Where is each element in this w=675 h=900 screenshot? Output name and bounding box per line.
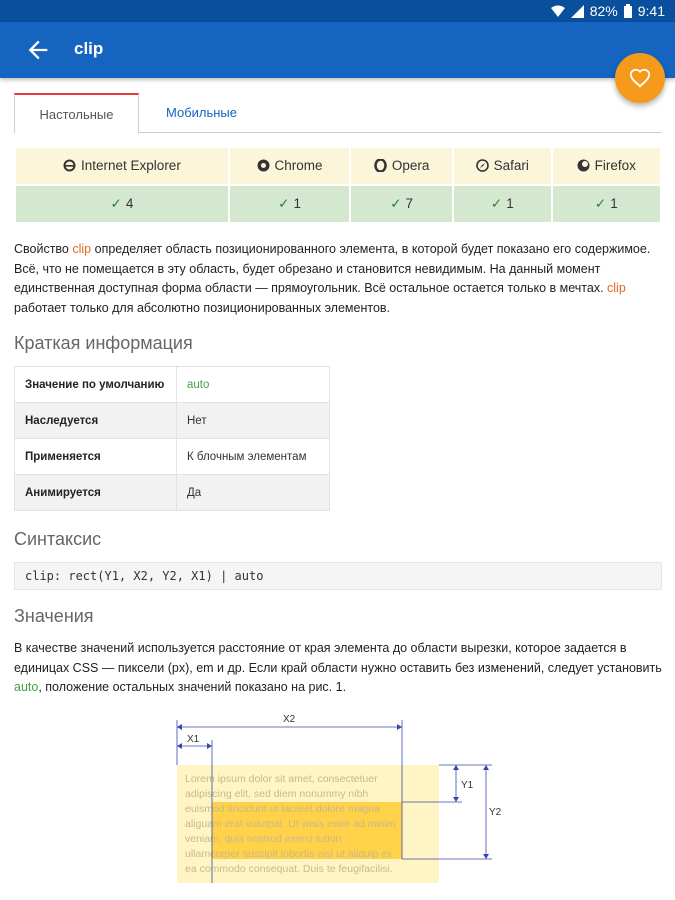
browser-cell (552, 147, 661, 185)
x1-label: X1 (187, 734, 200, 745)
summary-value: Нет (177, 403, 330, 439)
safari-icon (476, 159, 489, 172)
browser-support-table (14, 146, 662, 224)
tab-desktop[interactable]: Настольные (14, 93, 139, 134)
check-icon: ✓ (110, 196, 122, 211)
wifi-icon (551, 5, 565, 18)
summary-value: К блочным элементам (177, 439, 330, 475)
syntax-code-block: clip: rect(Y1, X2, Y2, X1) | auto (14, 562, 662, 590)
browser-name: Internet Explorer (81, 157, 181, 173)
lorem-line: ullamcorper suscipit lobortis nisl ut aliquip ex (185, 848, 393, 860)
lorem-line: veniam, quis nostrud exerci tution (185, 833, 342, 845)
clock: 9:41 (637, 3, 665, 19)
intro-paragraph (14, 240, 662, 318)
status-bar (0, 0, 675, 22)
arrowhead (177, 743, 182, 749)
page-title: clip (74, 39, 104, 58)
opera-icon (374, 159, 387, 172)
platform-tabs (14, 93, 662, 133)
summary-table (14, 366, 330, 511)
version-cell (552, 185, 661, 223)
heart-icon (629, 67, 651, 89)
summary-heading: Краткая информация (14, 333, 193, 353)
arrowhead (453, 797, 459, 802)
version-value: 1 (610, 196, 618, 211)
summary-key: Применяется (15, 439, 177, 475)
lorem-line: euismod tincidunt ut lacreet dolore magna (185, 803, 380, 815)
version-cell (15, 185, 229, 223)
auto-keyword[interactable]: auto (14, 680, 39, 694)
arrowhead (177, 724, 182, 730)
intro-text: работает только для абсолютно позиционированных элементов. (14, 300, 391, 315)
clip-keyword[interactable]: clip (72, 242, 92, 256)
arrowhead (483, 765, 489, 770)
app-bar (0, 22, 675, 78)
y2-label: Y2 (489, 807, 502, 818)
values-paragraph (14, 639, 662, 698)
clip-keyword[interactable]: clip (607, 281, 626, 295)
signal-icon (571, 5, 584, 18)
syntax-heading: Синтаксис (14, 529, 102, 549)
browser-cell (229, 147, 350, 185)
intro-text: определяет область позиционированного элемента, в которой будет показано его содержимое. Всё, что не помещается в эту область, будет обрезано и становится невидимым. На данный момент единственная доступная форма области — прямоугольник. Всё остальное остается только в мечтах. (14, 242, 651, 295)
back-arrow-icon[interactable] (24, 36, 52, 64)
y1-label: Y1 (461, 780, 474, 791)
lorem-line: adipiscing elit, sed diem nonummy nibh (185, 788, 369, 800)
arrowhead (483, 854, 489, 859)
browser-name: Firefox (594, 157, 636, 173)
browser-name: Safari (493, 157, 529, 173)
battery-percent: 82% (589, 3, 618, 19)
check-icon: ✓ (390, 196, 402, 211)
version-value: 7 (405, 196, 414, 211)
summary-value[interactable]: auto (177, 367, 330, 403)
lorem-line: ea commodo consequat. Duis te feugifacilisi. (185, 863, 393, 875)
browser-cell (453, 147, 552, 185)
lorem-line: Lorem ipsum dolor sit amet, consectetuer (185, 773, 378, 785)
browser-name: Chrome (274, 157, 323, 173)
version-value: 1 (506, 196, 514, 211)
summary-value: Да (177, 475, 330, 511)
check-icon: ✓ (490, 196, 503, 211)
intro-text: Свойство (14, 242, 73, 256)
check-icon: ✓ (278, 196, 290, 211)
arrowhead (453, 765, 459, 770)
tab-mobile[interactable]: Мобильные (165, 105, 238, 120)
x2-label: X2 (283, 714, 296, 725)
version-cell (453, 185, 552, 223)
version-value: 1 (293, 196, 301, 211)
summary-key: Наследуется (15, 403, 177, 439)
version-cell (229, 185, 350, 223)
firefox-icon (577, 159, 590, 172)
summary-key: Значение по умолчанию (15, 367, 177, 403)
summary-key: Анимируется (15, 475, 177, 511)
browser-cell (350, 147, 453, 185)
browser-cell (15, 147, 229, 185)
check-icon: ✓ (594, 196, 607, 211)
version-cell (350, 185, 453, 223)
battery-icon (624, 4, 632, 18)
values-text: , положение остальных значений показано на рис. 1. (38, 680, 347, 694)
browser-name: Opera (391, 157, 430, 173)
chrome-icon (257, 159, 270, 172)
values-text: В качестве значений используется расстояние от края элемента до области вырезки, которое задается в единицах CSS — пиксели (px), em и др. Если край области нужно оставить без изменений, следует установить (14, 641, 662, 675)
arrowhead (207, 743, 212, 749)
clip-diagram (0, 705, 675, 900)
internet-explorer-icon (63, 159, 76, 172)
version-value: 4 (125, 196, 134, 211)
lorem-line: aliguam erat volutpat. Ut wisis enim ad minim (185, 818, 396, 830)
values-heading: Значения (14, 606, 94, 626)
arrowhead (397, 724, 402, 730)
